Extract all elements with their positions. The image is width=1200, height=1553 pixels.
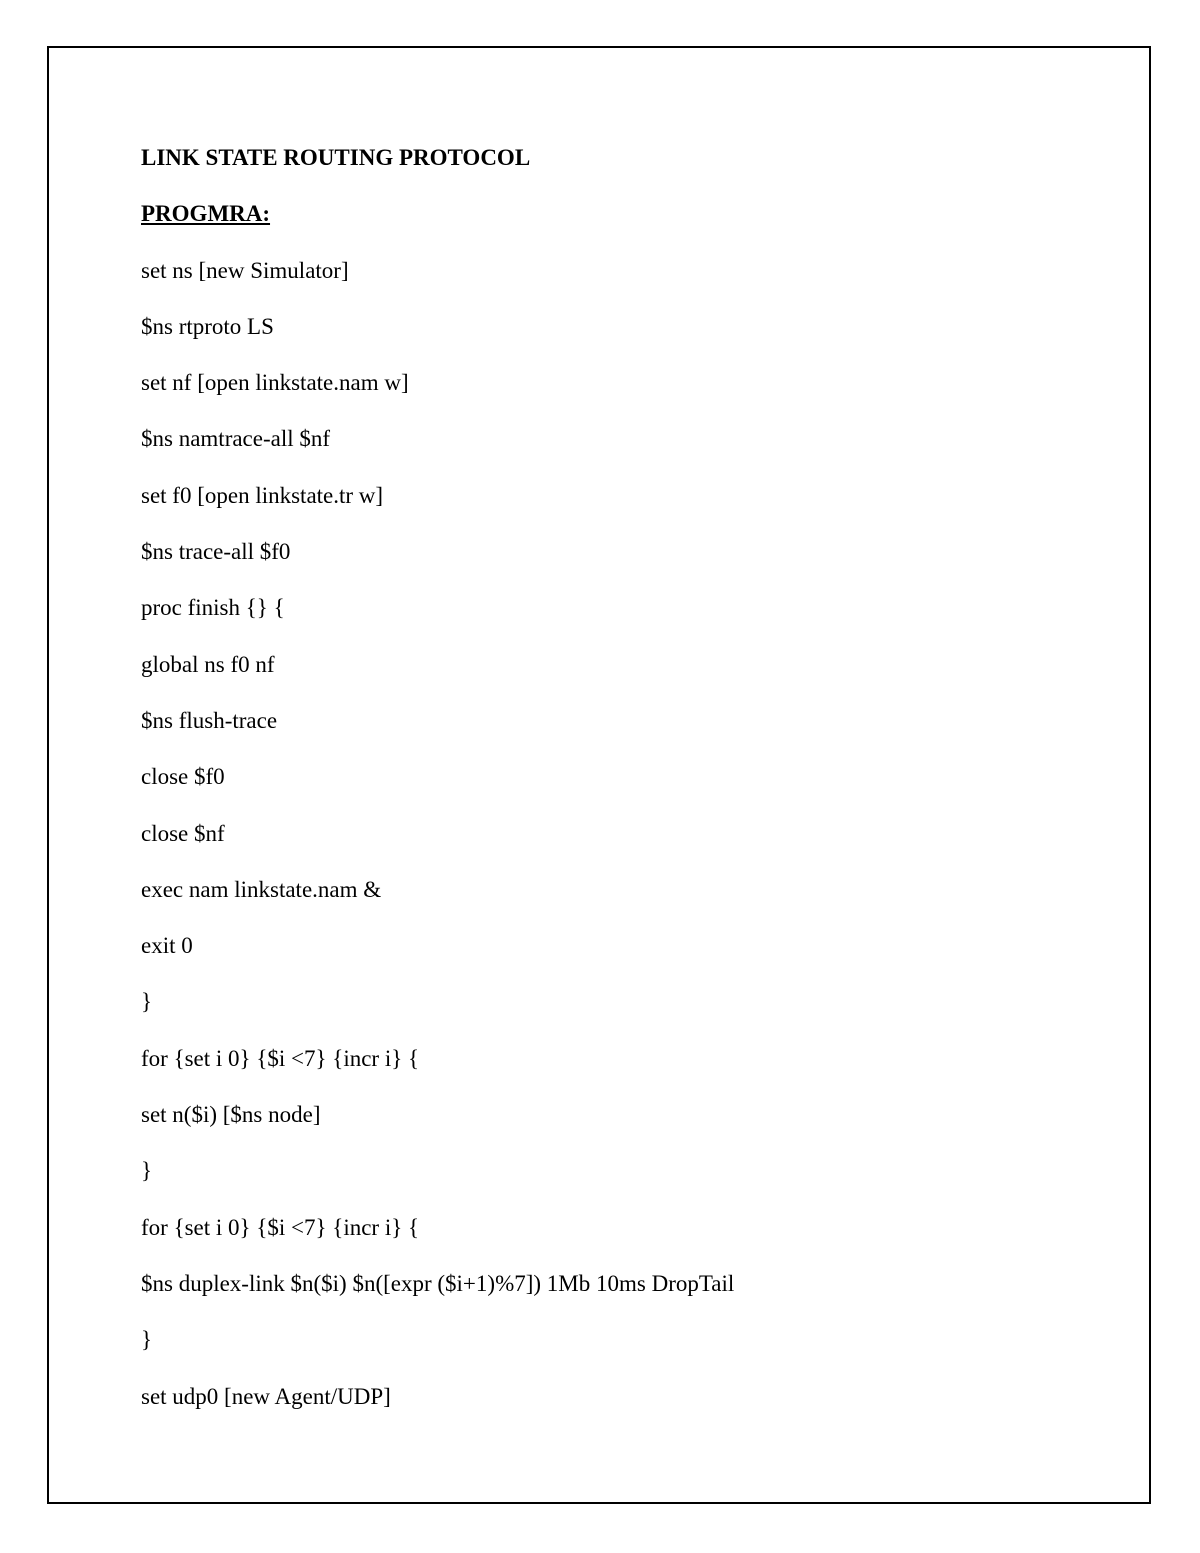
section-label: PROGMRA: — [141, 201, 271, 227]
document-title: LINK STATE ROUTING PROTOCOL — [141, 145, 531, 170]
code-line: close $f0 — [141, 764, 225, 790]
code-line: proc finish {} { — [141, 595, 285, 621]
code-line: global ns f0 nf — [141, 651, 275, 677]
code-line: exit 0 — [141, 933, 193, 959]
code-line: } — [141, 1158, 153, 1184]
code-line: set ns [new Simulator] — [141, 257, 349, 283]
code-line: for {set i 0} {$i <7} {incr i} { — [141, 1214, 420, 1240]
code-line: $ns flush-trace — [141, 707, 278, 733]
code-line: for {set i 0} {$i <7} {incr i} { — [141, 1045, 420, 1071]
code-line: set n($i) [$ns node] — [141, 1102, 321, 1128]
code-line: set udp0 [new Agent/UDP] — [141, 1383, 391, 1409]
code-line: $ns namtrace-all $nf — [141, 426, 331, 452]
code-line: set nf [open linkstate.nam w] — [141, 370, 409, 396]
code-line: } — [141, 989, 153, 1015]
code-line: $ns duplex-link $n($i) $n([expr ($i+1)%7]) 1Mb 10ms DropTail — [141, 1270, 735, 1296]
code-line: } — [141, 1327, 153, 1353]
code-line: $ns trace-all $f0 — [141, 539, 291, 565]
code-line: close $nf — [141, 820, 225, 846]
document-body — [141, 142, 1121, 1437]
code-line: exec nam linkstate.nam & — [141, 876, 382, 902]
code-line: $ns rtproto LS — [141, 313, 274, 339]
code-line: set f0 [open linkstate.tr w] — [141, 482, 384, 508]
